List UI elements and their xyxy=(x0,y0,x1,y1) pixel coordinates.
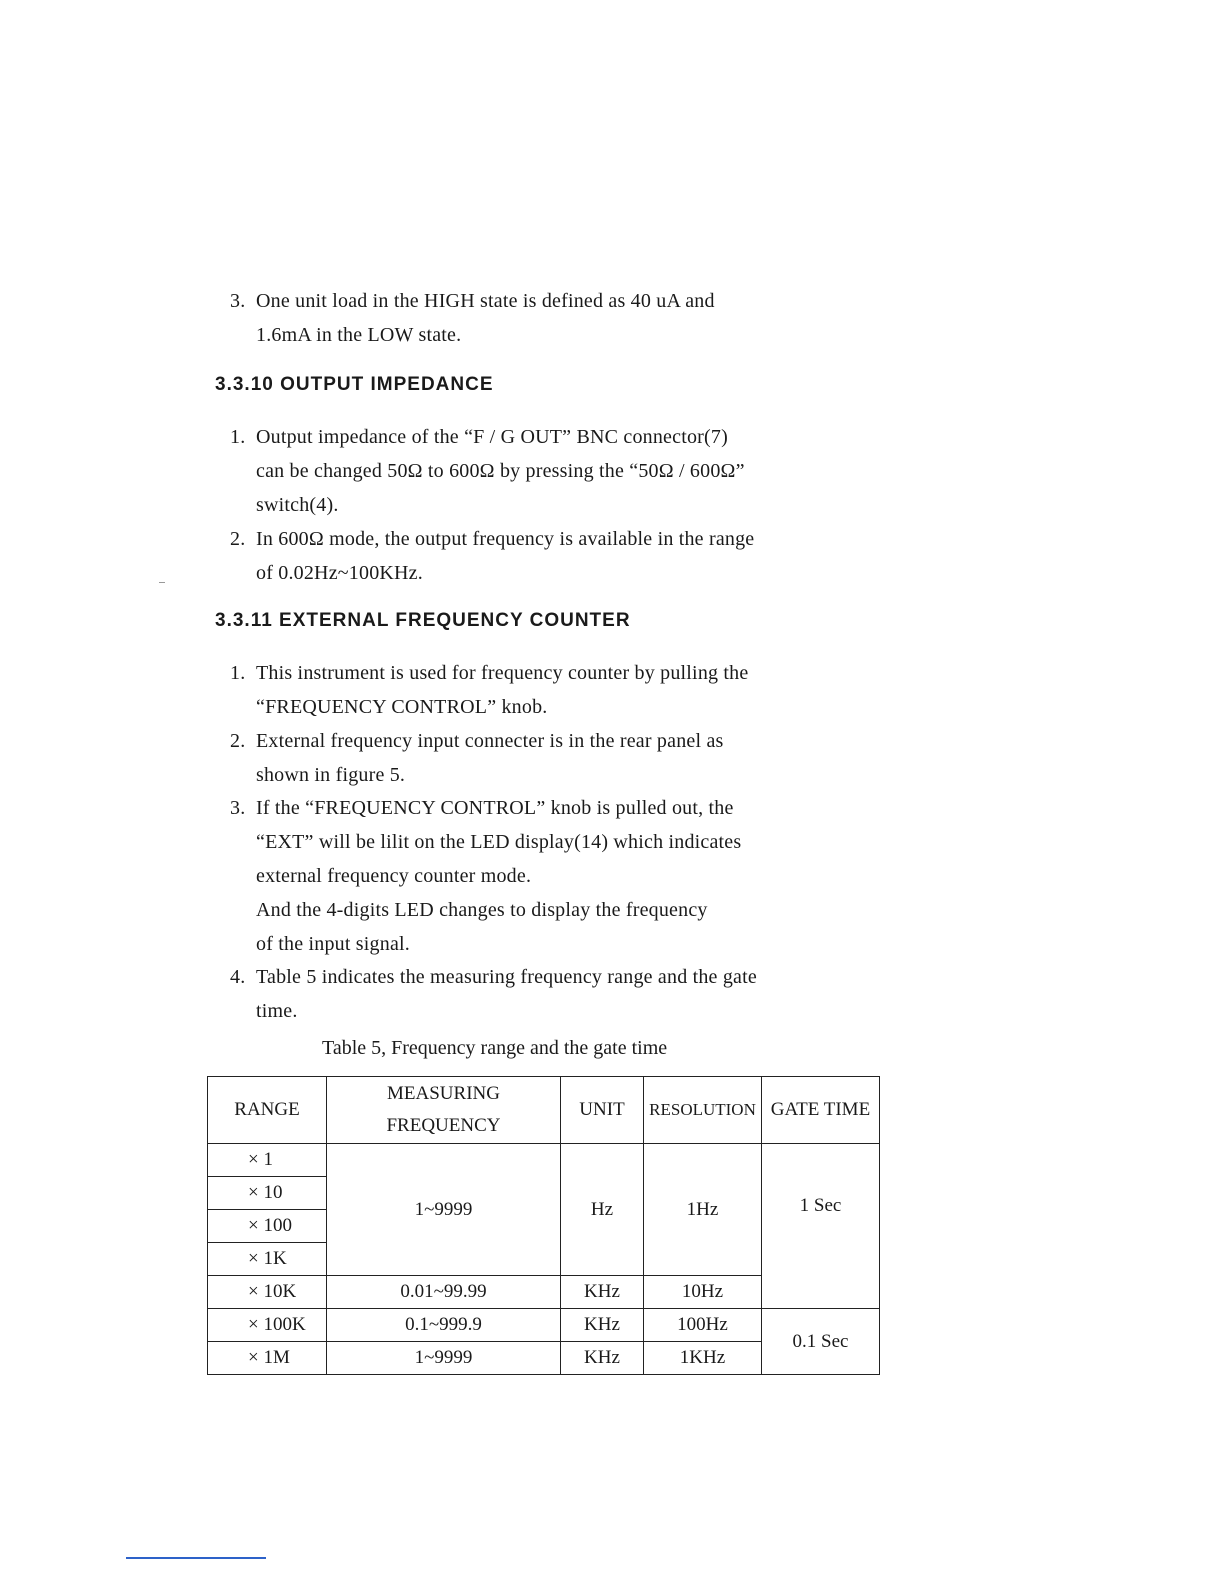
item-number: 1. xyxy=(230,426,246,448)
list-item xyxy=(230,420,890,522)
resolution-cell: 1Hz xyxy=(644,1144,762,1276)
resolution-cell: 1KHz xyxy=(644,1342,762,1375)
margin-mark xyxy=(159,582,165,583)
gate-time-cell: 1 Sec xyxy=(762,1144,880,1309)
range-cell: × 1M xyxy=(208,1342,327,1375)
header-unit: UNIT xyxy=(561,1077,644,1144)
header-measuring-frequency xyxy=(327,1077,561,1144)
item-number: 1. xyxy=(230,662,246,684)
item-number: 2. xyxy=(230,730,246,752)
range-cell: × 1K xyxy=(208,1243,327,1276)
table-row xyxy=(208,1144,880,1177)
header-range: RANGE xyxy=(208,1077,327,1144)
list-item xyxy=(230,960,890,1028)
range-cell: × 100K xyxy=(208,1309,327,1342)
item-text-line: External frequency input connecter is in the rear panel as xyxy=(256,730,724,752)
item-text-line: of the input signal. xyxy=(256,933,410,955)
header-gate-time: GATE TIME xyxy=(762,1077,880,1144)
section-heading-external-frequency-counter: 3.3.11 EXTERNAL FREQUENCY COUNTER xyxy=(215,610,631,631)
item-text-line: In 600Ω mode, the output frequency is available in the range xyxy=(256,528,755,550)
item-number: 3. xyxy=(230,797,246,819)
measuring-cell: 1~9999 xyxy=(327,1144,561,1276)
header-measuring-line1: MEASURING xyxy=(387,1083,500,1104)
resolution-cell: 10Hz xyxy=(644,1276,762,1309)
frequency-range-table xyxy=(207,1076,880,1375)
item-text-line: Output impedance of the “F / G OUT” BNC connector(7) xyxy=(256,426,728,448)
measuring-cell: 0.1~999.9 xyxy=(327,1309,561,1342)
item-text-line: “FREQUENCY CONTROL” knob. xyxy=(256,696,548,718)
item-text-line: This instrument is used for frequency counter by pulling the xyxy=(256,662,749,684)
item-text-line: One unit load in the HIGH state is defined as 40 uA and xyxy=(256,290,715,312)
list-item xyxy=(230,522,890,590)
item-number: 4. xyxy=(230,966,246,988)
table-caption: Table 5, Frequency range and the gate time xyxy=(322,1037,668,1059)
item-text-line: “EXT” will be lilit on the LED display(14) which indicates xyxy=(256,831,742,853)
unit-cell: KHz xyxy=(561,1342,644,1375)
header-measuring-line2: FREQUENCY xyxy=(386,1115,501,1136)
list-item xyxy=(230,724,890,792)
unit-cell: KHz xyxy=(561,1276,644,1309)
range-cell: × 10K xyxy=(208,1276,327,1309)
range-cell: × 100 xyxy=(208,1210,327,1243)
list-item xyxy=(230,284,890,352)
table-header-row xyxy=(208,1077,880,1144)
list-item xyxy=(230,656,890,724)
measuring-cell: 1~9999 xyxy=(327,1342,561,1375)
gate-time-cell: 0.1 Sec xyxy=(762,1309,880,1375)
measuring-cell: 0.01~99.99 xyxy=(327,1276,561,1309)
header-resolution: RESOLUTION xyxy=(644,1077,762,1144)
range-cell: × 10 xyxy=(208,1177,327,1210)
item-text-line: If the “FREQUENCY CONTROL” knob is pulled out, the xyxy=(256,797,734,819)
item-text-line: external frequency counter mode. xyxy=(256,865,532,887)
range-cell: × 1 xyxy=(208,1144,327,1177)
item-text-line: can be changed 50Ω to 600Ω by pressing the “50Ω / 600Ω” xyxy=(256,460,745,482)
resolution-cell: 100Hz xyxy=(644,1309,762,1342)
unit-cell: KHz xyxy=(561,1309,644,1342)
item-text-line: shown in figure 5. xyxy=(256,764,406,786)
unit-cell: Hz xyxy=(561,1144,644,1276)
table-row xyxy=(208,1309,880,1342)
item-text-line: And the 4-digits LED changes to display the frequency xyxy=(256,899,708,921)
section-heading-output-impedance: 3.3.10 OUTPUT IMPEDANCE xyxy=(215,374,494,395)
item-text-line: 1.6mA in the LOW state. xyxy=(256,324,462,346)
item-number: 2. xyxy=(230,528,246,550)
item-number: 3. xyxy=(230,290,246,312)
item-text-line: switch(4). xyxy=(256,494,339,516)
footer-rule xyxy=(126,1557,266,1559)
item-text-line: of 0.02Hz~100KHz. xyxy=(256,562,423,584)
list-item xyxy=(230,791,890,961)
item-text-line: Table 5 indicates the measuring frequency range and the gate xyxy=(256,966,757,988)
item-text-line: time. xyxy=(256,1000,298,1022)
